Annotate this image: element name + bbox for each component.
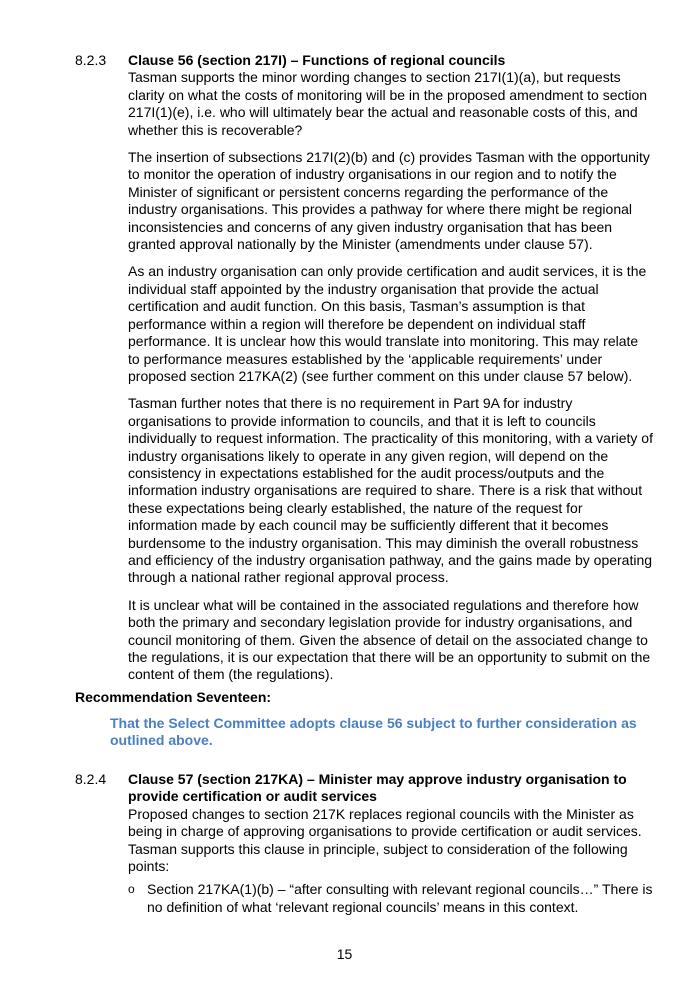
section-8-2-3 — [75, 52, 653, 694]
recommendation-text: That the Select Committee adopts clause 56 subject to further consideration as outlined above. — [110, 715, 637, 749]
section-8-2-4 — [75, 771, 653, 916]
list-item-text: Section 217KA(1)(b) – “after consulting with relevant regional councils…” There is no definition of what ‘relevant regional councils’ means in this context. — [147, 881, 653, 915]
section-body — [128, 771, 653, 916]
section-number: 8.2.4 — [75, 771, 107, 787]
list-item — [128, 881, 653, 916]
paragraph: Tasman supports the minor wording changes to section 217I(1)(a), but requests clarity on what the costs of monitoring will be in the proposed amendment to section 217I(1)(e), i.e. who will ultimately bear the actual and reasonable costs of this, and whether this is recoverable? — [128, 69, 648, 138]
section-heading: Clause 57 (section 217KA) – Minister may approve industry organisation to provide certification or audit services — [128, 771, 627, 805]
section-heading: Clause 56 (section 217I) – Functions of regional councils — [128, 52, 506, 68]
paragraph: The insertion of subsections 217I(2)(b) and (c) provides Tasman with the opportunity to monitor the operation of industry organisations in our region and to notify the Minister of significant or persistent concerns regarding the performance of the industry organisations. This provides a pathway for where there might be regional inconsistencies and concerns of any given industry organisation that has been granted approval nationally by the Minister (amendments under clause 57). — [128, 149, 650, 253]
section-number: 8.2.3 — [75, 52, 107, 68]
section-body — [128, 52, 653, 684]
paragraph: It is unclear what will be contained in the associated regulations and therefore how both the primary and secondary legislation provide for industry organisations, and council monitoring of them. Given the absence of detail on the associated change to the regulations, it is our expectation that there will be an opportunity to submit on the content of them (the regulations). — [128, 596, 651, 683]
paragraph: Tasman further notes that there is no requirement in Part 9A for industry organisations to provide information to councils, and that it is left to councils individually to request information. The practicality of this monitoring, with a variety of industry organisations likely to operate in any given region, will depend on the consistency in expectations established for the audit process/outputs and the information industry organisations are required to share. There is a risk that without these expectations being clearly established, the nature of the request for information made by each council may be sufficiently different that it becomes burdensome to the industry organisation. This may diminish the overall robustness and efficiency of the industry organisation pathway, and the gains made by operating through a national rather regional approval process. — [128, 395, 653, 586]
recommendation-label: Recommendation Seventeen: — [75, 689, 272, 705]
page-number: 15 — [336, 946, 353, 962]
bullet-icon: o — [128, 882, 135, 897]
paragraph: As an industry organisation can only provide certification and audit services, it is the individual staff appointed by the industry organisation that provide the actual certification and audit function. On this basis, Tasman’s assumption is that performance within a region will therefore be dependent on individual staff performance. It is unclear how this would translate into monitoring. This may relate to performance measures established by the ‘applicable requirements’ under proposed section 217KA(2) (see further comment on this under clause 57 below). — [128, 263, 647, 384]
paragraph: Proposed changes to section 217K replaces regional councils with the Minister as being in charge of approving organisations to provide certification or audit services. Tasman supports this clause in principle, subject to consideration of the following points: — [128, 805, 642, 875]
